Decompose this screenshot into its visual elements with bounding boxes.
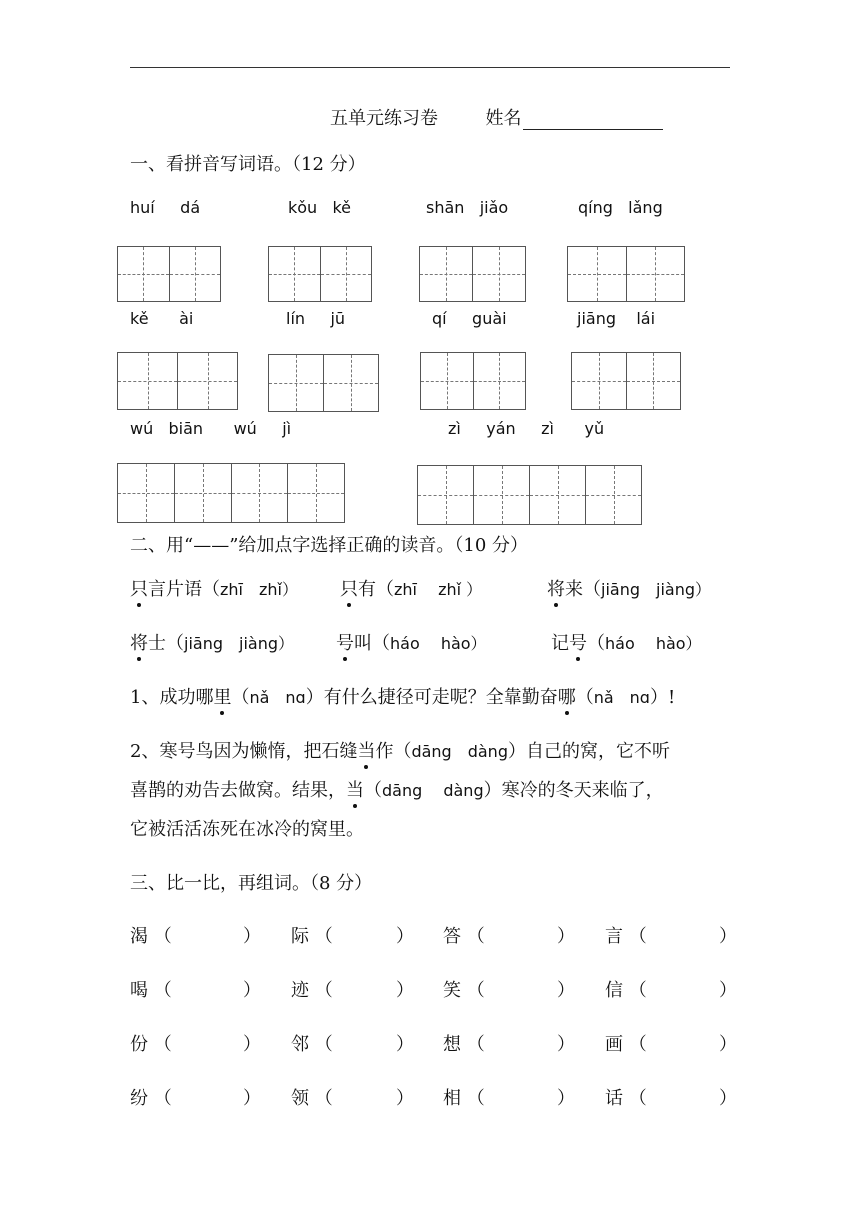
name-field[interactable] bbox=[523, 107, 663, 130]
writing-grid[interactable] bbox=[417, 465, 642, 525]
pinyin: shān jiǎo bbox=[426, 198, 509, 217]
answer-blank-close[interactable]: ） bbox=[396, 980, 414, 1001]
pinyin: huí dá bbox=[130, 198, 201, 217]
compare-char: 相 （ bbox=[443, 1088, 485, 1109]
answer-blank-close[interactable]: ） bbox=[243, 1034, 261, 1055]
compare-char: 画 （ bbox=[605, 1034, 647, 1055]
title-text: 五单元练习卷 bbox=[330, 108, 438, 129]
choice-item: 记号（háo hào） bbox=[551, 629, 702, 655]
name-label: 姓名 bbox=[485, 108, 522, 129]
writing-grid[interactable] bbox=[268, 246, 372, 302]
section-2-heading: 二、用“——”给加点字选择正确的读音。（10 分） bbox=[130, 535, 529, 556]
writing-grid[interactable] bbox=[420, 352, 526, 410]
writing-grid[interactable] bbox=[268, 354, 379, 412]
page-title bbox=[330, 104, 663, 130]
compare-char: 笑 （ bbox=[443, 980, 485, 1001]
section-3-heading: 三、比一比，再组词。（8 分） bbox=[130, 873, 373, 894]
pinyin: zì yán zì yǔ bbox=[448, 419, 605, 438]
answer-blank-close[interactable]: ） bbox=[243, 926, 261, 947]
answer-blank-close[interactable]: ） bbox=[396, 1034, 414, 1055]
answer-blank-close[interactable]: ） bbox=[243, 1088, 261, 1109]
pinyin: kě ài bbox=[130, 309, 194, 328]
compare-char: 纷 （ bbox=[130, 1088, 172, 1109]
compare-char: 想 （ bbox=[443, 1034, 485, 1055]
compare-char: 言 （ bbox=[605, 926, 647, 947]
section-1-heading: 一、看拼音写词语。（12 分） bbox=[130, 154, 366, 175]
writing-grid[interactable] bbox=[567, 246, 685, 302]
answer-blank-close[interactable]: ） bbox=[243, 980, 261, 1001]
pinyin: lín jū bbox=[286, 309, 346, 328]
pinyin: jiāng lái bbox=[577, 309, 656, 328]
compare-char: 渴 （ bbox=[130, 926, 172, 947]
compare-char: 邻 （ bbox=[291, 1034, 333, 1055]
pinyin: qíng lǎng bbox=[578, 198, 663, 217]
question-1: 1、成功哪里（nǎ nɑ）有什么捷径可走呢？全靠勤奋哪（nǎ nɑ）! bbox=[130, 683, 675, 709]
writing-grid[interactable] bbox=[571, 352, 681, 410]
compare-char: 迹 （ bbox=[291, 980, 333, 1001]
compare-char: 际 （ bbox=[291, 926, 333, 947]
compare-char: 话 （ bbox=[605, 1088, 647, 1109]
answer-blank-close[interactable]: ） bbox=[396, 1088, 414, 1109]
choice-item: 将士（jiāng jiàng） bbox=[130, 629, 294, 655]
compare-char: 份 （ bbox=[130, 1034, 172, 1055]
answer-blank-close[interactable]: ） bbox=[719, 980, 737, 1001]
pinyin: qí guài bbox=[432, 309, 507, 328]
writing-grid[interactable] bbox=[117, 246, 221, 302]
choice-item: 只有（zhī zhǐ ） bbox=[340, 575, 482, 601]
compare-char: 答 （ bbox=[443, 926, 485, 947]
compare-char: 信 （ bbox=[605, 980, 647, 1001]
choice-item: 将来（jiāng jiàng） bbox=[547, 575, 711, 601]
compare-char: 喝 （ bbox=[130, 980, 172, 1001]
answer-blank-close[interactable]: ） bbox=[719, 1088, 737, 1109]
answer-blank-close[interactable]: ） bbox=[396, 926, 414, 947]
top-rule bbox=[130, 67, 730, 68]
writing-grid[interactable] bbox=[117, 463, 345, 523]
pinyin: wú biān wú jì bbox=[130, 419, 292, 438]
answer-blank-close[interactable]: ） bbox=[719, 926, 737, 947]
pinyin: kǒu kě bbox=[288, 198, 352, 217]
question-2-line-1: 2、寒号鸟因为懒惰，把石缝当作（dāng dàng）自己的窝，它不听 bbox=[130, 737, 670, 763]
answer-blank-close[interactable]: ） bbox=[557, 1088, 575, 1109]
choice-item: 只言片语（zhī zhǐ） bbox=[130, 575, 298, 601]
question-2-line-3: 它被活活冻死在冰冷的窝里。 bbox=[130, 819, 364, 840]
compare-char: 领 （ bbox=[291, 1088, 333, 1109]
choice-item: 号叫（háo hào） bbox=[336, 629, 487, 655]
writing-grid[interactable] bbox=[117, 352, 238, 410]
writing-grid[interactable] bbox=[419, 246, 526, 302]
answer-blank-close[interactable]: ） bbox=[557, 980, 575, 1001]
answer-blank-close[interactable]: ） bbox=[719, 1034, 737, 1055]
answer-blank-close[interactable]: ） bbox=[557, 926, 575, 947]
question-2-line-2: 喜鹊的劝告去做窝。结果，当（dāng dàng）寒冷的冬天来临了， bbox=[130, 776, 664, 802]
answer-blank-close[interactable]: ） bbox=[557, 1034, 575, 1055]
